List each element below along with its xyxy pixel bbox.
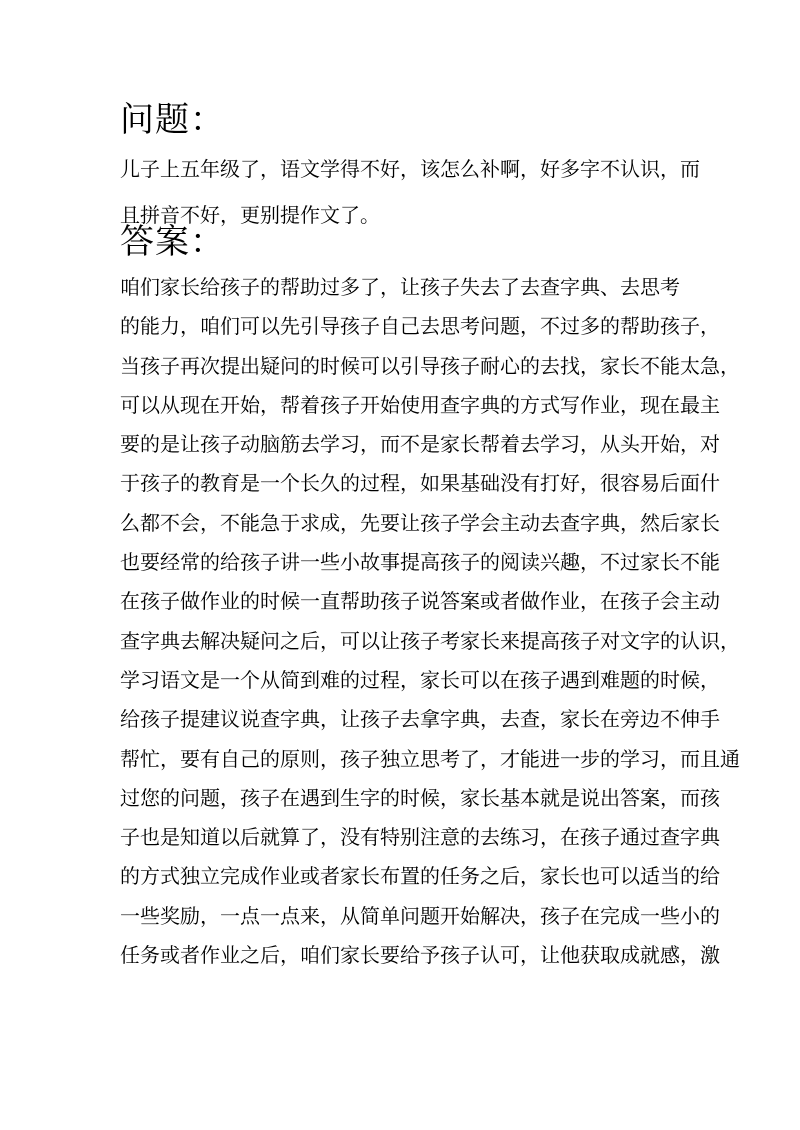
answer-line: 在孩子做作业的时候一直帮助孩子说答案或者做作业，在孩子会主动 — [120, 589, 720, 614]
answer-line: 要的是让孩子动脑筋去学习，而不是家长帮着去学习，从头开始，对 — [120, 432, 720, 457]
question-line: 且拼音不好，更别提作文了。 — [120, 203, 380, 227]
answer-line: 的能力，咱们可以先引导孩子自己去思考问题，不过多的帮助孩子， — [120, 314, 720, 339]
answer-line: 的方式独立完成作业或者家长布置的任务之后，家长也可以适当的给 — [120, 864, 720, 889]
question-heading: 问题： — [120, 100, 225, 140]
answer-body — [120, 268, 740, 975]
answer-line: 学习语文是一个从简到难的过程，家长可以在孩子遇到难题的时候， — [120, 667, 720, 692]
answer-line: 给孩子提建议说查字典，让孩子去拿字典，去查，家长在旁边不伸手 — [120, 707, 720, 732]
answer-line: 任务或者作业之后，咱们家长要给予孩子认可，让他获取成就感，激 — [120, 943, 720, 968]
answer-line: 子也是知道以后就算了，没有特别注意的去练习，在孩子通过查字典 — [120, 825, 720, 850]
answer-heading: 答案： — [120, 222, 225, 262]
answer-line: 咱们家长给孩子的帮助过多了，让孩子失去了去查字典、去思考 — [120, 275, 680, 299]
answer-line: 可以从现在开始，帮着孩子开始使用查字典的方式写作业，现在最主 — [120, 392, 720, 417]
answer-line: 也要经常的给孩子讲一些小故事提高孩子的阅读兴趣，不过家长不能 — [120, 550, 720, 575]
answer-line: 一些奖励，一点一点来，从简单问题开始解决，孩子在完成一些小的 — [120, 903, 720, 928]
answer-line: 么都不会，不能急于求成，先要让孩子学会主动去查字典，然后家长 — [120, 510, 720, 535]
question-line: 儿子上五年级了，语文学得不好，该怎么补啊，好多字不认识，而 — [120, 157, 700, 181]
answer-line: 查字典去解决疑问之后，可以让孩子考家长来提高孩子对文字的认识， — [120, 628, 740, 653]
answer-line: 过您的问题，孩子在遇到生字的时候，家长基本就是说出答案，而孩 — [120, 785, 720, 810]
answer-line: 于孩子的教育是一个长久的过程，如果基础没有打好，很容易后面什 — [120, 471, 720, 496]
answer-line: 帮忙，要有自己的原则，孩子独立思考了，才能进一步的学习，而且通 — [120, 746, 740, 771]
answer-line: 当孩子再次提出疑问的时候可以引导孩子耐心的去找，家长不能太急， — [120, 353, 740, 378]
